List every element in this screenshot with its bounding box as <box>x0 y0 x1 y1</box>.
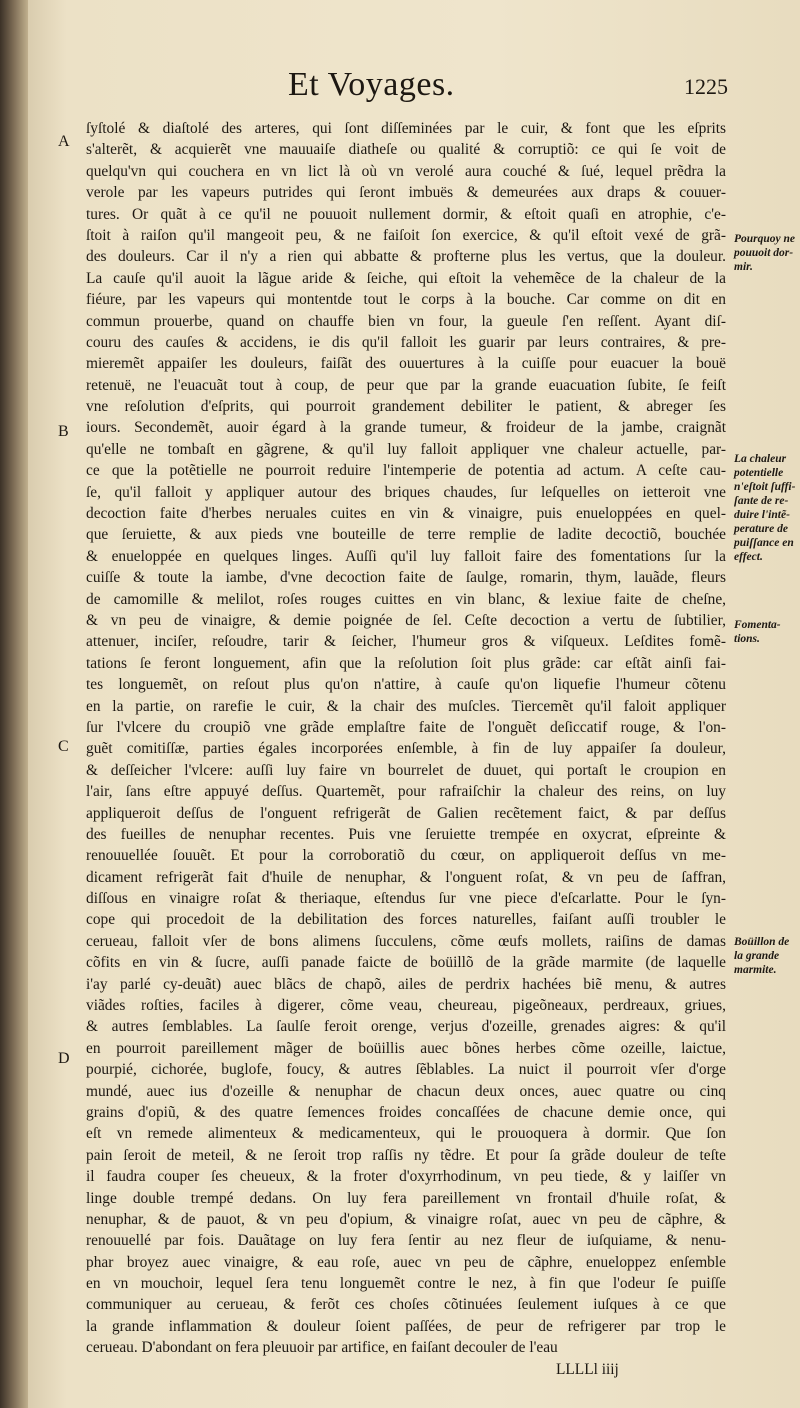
text-line: ſe, qu'il falloit y appliquer autour des briques chaudes, ſur leſquelles on ietteroit vne <box>86 483 726 501</box>
section-letter-c: C <box>58 738 69 755</box>
side-note-line: mir. <box>734 261 753 273</box>
side-note-line: effect. <box>734 551 763 563</box>
side-note-broth <box>734 935 800 977</box>
side-note-fomentations <box>734 618 800 646</box>
text-line: l'air, ſans eſtre appuyé deſſus. Quartemẽt, pour rafraiſchir la chaleur des reins, on luy <box>86 783 726 801</box>
text-line: que ſeruiette, & aux pieds vne bouteille de terre remplie de ladite decoctiõ, bouchée <box>86 526 726 544</box>
side-note-line: n'eſtoit ſuffi- <box>734 481 796 493</box>
side-note-sleep <box>734 232 800 274</box>
text-line: & vn peu de vinaigre, & demie poignée de ſel. Ceſte decoction a vertu de ſubtilier, <box>86 611 726 629</box>
text-line: cerueau, falloit vſer de bons alimens ſucculens, cõme œufs mollets, raiſins de damas <box>86 932 726 950</box>
text-line: verole par les vapeurs putrides qui ſeront imbuës & demeurées aux draps & couuer- <box>86 184 726 202</box>
text-line: linge double trempé dedans. On luy fera pareillement vn frontail d'huile roſat, & <box>86 1189 726 1207</box>
book-page <box>28 0 800 1408</box>
text-line: tations ſe feront longuement, afin que la reſolution ſoit plus grãde: car eſtãt ainſi fai- <box>86 654 726 672</box>
text-line: diſſous en vinaigre roſat & theriaque, eſtendus ſur vne piece d'eſcarlatte. Pour le ſyn- <box>86 890 726 908</box>
side-note-line: perature de <box>734 523 788 535</box>
text-line: i'ay parlé cy-deuãt) auec blãcs de chapõ, ailes de perdrix hachées biẽ menu, & autres <box>86 975 726 993</box>
text-line: phar broyez auec vinaigre, & eau roſe, auec vn peu de cãphre, enueloppez enſemble <box>86 1253 726 1271</box>
text-line: des douleurs. Car il n'y a rien qui abbatte & profterne plus les vertus, que la douleur. <box>86 248 726 266</box>
book-spine <box>0 0 30 1408</box>
text-line: retenuë, ne l'euacuãt tout à coup, de peur que par la grande euacuation ſubite, ſe feiſt <box>86 376 726 394</box>
text-line: renouuellée ſouuẽt. Et pour la corroboratiõ du cœur, on appliqueroit deſſus vn me- <box>86 847 726 865</box>
page-number: 1225 <box>684 74 728 99</box>
section-letter-d: D <box>58 1050 70 1067</box>
text-line: vne reſolution d'eſprits, qui pourroit grandement debiliter le patient, & abreger ſes <box>86 398 726 416</box>
text-line: des fueilles de nenuphar recentes. Puis vne ſeruiette trempée en oxycrat, eſpreinte & <box>86 825 726 843</box>
text-line: fiéure, par les vapeurs qui montentde tout le corps à la bouche. Car comme on dit en <box>86 291 726 309</box>
text-line: en vn mouchoir, lequel ſera tenu longuemẽt contre le nez, à fin que l'odeur ſe puiſſe <box>86 1275 726 1293</box>
page-header <box>208 66 728 110</box>
text-line: tures. Or quãt à ce qu'il ne pouuoit nullement dormir, & eſtoit quaſi en atrophie, c'e- <box>86 205 726 223</box>
text-line: eſt vn remede alimenteux & medicamenteux, qui le prouoquera à dormir. Que ſon <box>86 1125 726 1143</box>
text-line: pain ſeroit de meteil, & ne ſeroit trop raſſis ny tẽdre. Et pour ſa grãde douleur de teſte <box>86 1146 726 1164</box>
side-note-line: La chaleur <box>734 453 787 465</box>
text-line: appliqueroit deſſus de l'onguent refrigerãt de Galien recẽtement faict, & par deſſus <box>86 804 726 822</box>
text-line: commun prouerbe, quand on chauffe bien vn four, la gueule ſ'en reſſent. Ayant diſ- <box>86 312 726 330</box>
side-note-line: la grande <box>734 950 780 962</box>
side-note-heat <box>734 452 800 564</box>
side-note-line: Pourquoy ne <box>734 233 796 245</box>
text-line: nenuphar, & de pauot, & vn peu d'opium, & vinaigre roſat, auec vn peu de cãphre, & <box>86 1210 726 1228</box>
text-line: ſtoit à raiſon qu'il mangeoit peu, & ne faiſoit ſon exercice, & qu'il eſtoit vexé de grã- <box>86 226 726 244</box>
text-line: mieremẽt appaiſer les douleurs, faiſãt des ouuertures à la cuiſſe pour euacuer la bouë <box>86 355 726 373</box>
text-line: communiquer au cerueau, & ferõt ces choſes cõtinuées ſeulement iuſques à ce que <box>86 1296 726 1314</box>
text-line: & enueloppée en quelques linges. Auſſi qu'il luy falloit faire des fomentations ſur la <box>86 547 726 565</box>
text-line: renouuellé par fois. Dauãtage on luy fera ſentir au nez fleur de iuſquiame, & nenu- <box>86 1232 726 1250</box>
side-note-line: tions. <box>734 633 760 645</box>
text-line: viãdes roſties, faciles à digerer, cõme veau, cheureau, pigeõneaux, perdreaux, griues, <box>86 997 726 1015</box>
text-line: dicament refrigerãt fait d'huile de nenuphar, & l'onguent roſat, & vn peu de ſaffran, <box>86 868 726 886</box>
text-line: mundé, auec ius d'ozeille & nenuphar de chacun deux onces, auec quatre ou cinq <box>86 1082 726 1100</box>
text-line: & autres ſemblables. La ſaulſe feroit orenge, verjus d'ozeille, grenades aigres: & qu'il <box>86 1018 726 1036</box>
body-text <box>86 118 726 1380</box>
text-line: cope qui procedoit de la debilitation des forces naturelles, faiſant auſſi troubler le <box>86 911 726 929</box>
text-line: ce que la potẽtielle ne pourroit reduire l'intemperie de potentia ad actum. A ceſte cau- <box>86 462 726 480</box>
text-line: & deſſeicher l'vlcere: auſſi luy faire vn bourrelet de duuet, qui portaſt le croupion en <box>86 761 726 779</box>
text-line: ſyſtolé & diaſtolé des arteres, qui ſont diſſeminées par le cuir, & font que les eſprits <box>86 120 726 137</box>
side-note-line: Boüillon de <box>734 936 790 948</box>
section-letter-a: A <box>58 133 70 150</box>
side-note-line: Fomenta- <box>734 619 781 631</box>
text-line: quelqu'vn qui couchera en vn lict là où vn verolé aura couché & ſué, lequel prẽdra la <box>86 162 726 180</box>
text-line: decoction faite d'herbes neruales cuites en vin & vinaigre, puis enueloppées en quel- <box>86 505 726 523</box>
text-line: s'alterẽt, & acquierẽt vne mauuaiſe diatheſe ou qualité & corruptiõ: ce qui ſe voit de <box>86 141 726 159</box>
text-line: guẽt comitiſſæ, parties égales incorporées enſemble, à fin de luy appaiſer ſa douleur, <box>86 740 726 758</box>
section-letter-b: B <box>58 423 69 440</box>
text-line: en pourroit pareillement mãger de boüillis auec bõnes herbes cõme ozeille, laictue, <box>86 1039 726 1057</box>
text-line: pourpié, cichorée, buglofe, foucy, & autres ſẽblables. La nuict il pourroit vſer d'orge <box>86 1061 726 1079</box>
side-note-line: puiſſance en <box>734 537 794 549</box>
side-note-line: duire l'intẽ- <box>734 509 790 521</box>
text-line: de camomille & melilot, roſes rouges cuittes en vin blanc, & lexiue faite de cheſne, <box>86 590 726 608</box>
text-line: couru des cauſes & accidens, ie dis qu'il falloit les guarir par leurs contraires, & pre- <box>86 333 726 351</box>
side-note-line: potentielle <box>734 467 784 479</box>
text-line: la grande inflammation & douleur ſoient paſſées, de peur de refrigerer par trop le <box>86 1317 726 1335</box>
side-note-line: pouuoit dor- <box>734 247 794 259</box>
signature-mark: LLLLl iiij <box>556 1360 619 1378</box>
text-line: cõfits en vin & ſucre, auſſi panade faicte de boüillõ de la grãde marmite (de laquelle <box>86 954 726 972</box>
text-line: ſur l'vlcere du croupiõ vne grãde emplaſtre faite de l'onguẽt deſiccatif rouge, & l'on- <box>86 718 726 736</box>
text-line: grains d'opiũ, & des quatre ſemences froides concaſſées de chacune demie once, qui <box>86 1103 726 1121</box>
text-line: tes longuemẽt, on reſout plus qu'on n'attire, à cauſe qu'on liquefie l'humeur cõtenu <box>86 676 726 694</box>
side-note-line: marmite. <box>734 964 777 976</box>
text-line: attenuer, inciſer, reſoudre, tarir & ſeicher, l'humeur gros & viſqueux. Leſdites fomẽ- <box>86 633 726 651</box>
running-title: Et Voyages. <box>288 66 455 103</box>
text-line: cerueau. D'abondant on fera pleuuoir par artifice, en faiſant decouler de l'eau <box>86 1339 558 1357</box>
text-line: en la partie, on rarefie le cuir, & la chair des muſcles. Tiercemẽt qu'il faloit appliquer <box>86 697 726 715</box>
text-line: il faudra couper ſes cheueux, & la froter d'oxyrrhodinum, vn peu tiede, & y laiſſer vn <box>86 1168 726 1186</box>
text-line: iours. Secondemẽt, auoir égard à la grande tumeur, & froideur de la jambe, craignãt <box>86 419 726 437</box>
text-line: qu'elle ne tombaſt en gãgrene, & qu'il luy falloit appliquer vne chaleur actuelle, par- <box>86 440 726 458</box>
side-note-line: ſante de re- <box>734 495 789 507</box>
text-line: La cauſe qu'il auoit la lãgue aride & ſeiche, qui eſtoit la vehemẽce de la chaleur de la <box>86 269 726 287</box>
text-line: cuiſſe & toute la iambe, d'vne decoction faite de ſaulge, romarin, thym, lauãde, fleurs <box>86 569 726 587</box>
